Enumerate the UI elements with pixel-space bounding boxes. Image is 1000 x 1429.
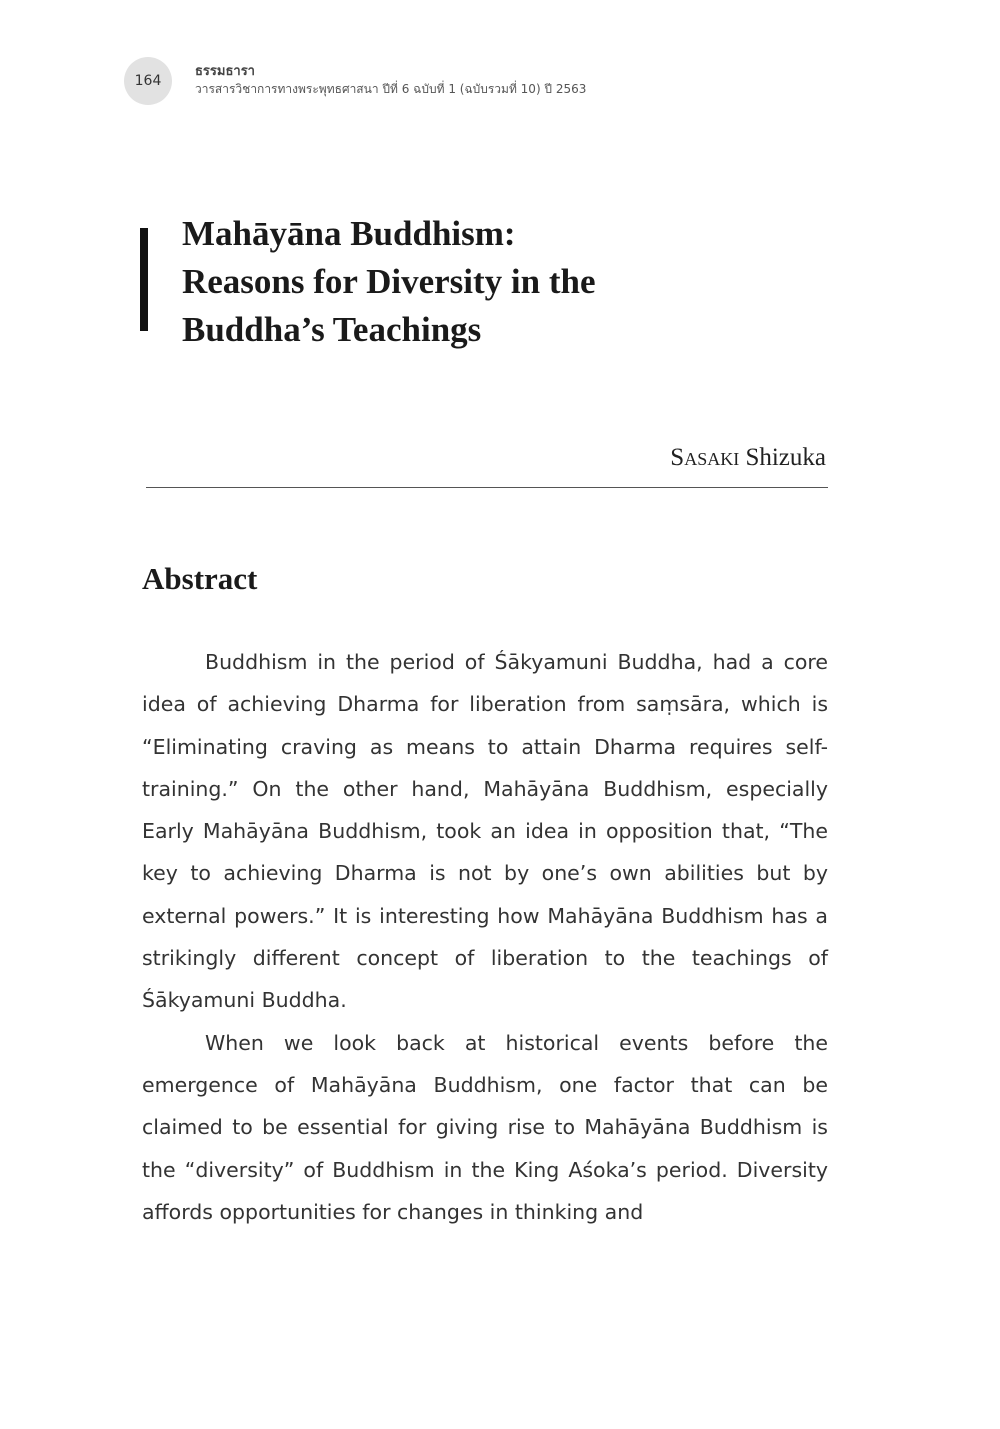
journal-name: ธรรมธารา bbox=[195, 64, 255, 79]
abstract-paragraph: Buddhism in the period of Śākyamuni Buddha, had a core idea of achieving Dharma for liberation from saṃsāra, which is “Eliminating craving as means to attain Dharma requires self-training.” On the other hand, Mahāyāna Buddhism, especially Early Mahāyāna Buddhism, took an idea in opposition that, “The key to achieving Dharma is not by one’s own abilities but by external powers.” It is interesting how Mahāyāna Buddhism has a strikingly different concept of liberation to the teachings of Śākyamuni Buddha. bbox=[142, 650, 828, 1013]
page-number bbox=[124, 57, 172, 105]
journal-subtitle: วารสารวิชาการทางพระพุทธศาสนา ปีที่ 6 ฉบับที่ 1 (ฉบับรวมที่ 10) ปี 2563 bbox=[195, 82, 587, 96]
journal-header bbox=[195, 63, 586, 98]
abstract-body bbox=[142, 641, 828, 1233]
article-title-line: Buddha’s Teachings bbox=[182, 310, 482, 349]
author-family-name: Sasaki bbox=[670, 444, 740, 471]
author-given-name: Shizuka bbox=[745, 444, 826, 471]
title-accent-bar bbox=[140, 228, 148, 331]
abstract-heading: Abstract bbox=[142, 561, 258, 596]
article-title bbox=[182, 210, 822, 354]
author-divider bbox=[146, 487, 828, 488]
page-number-text: 164 bbox=[134, 73, 162, 89]
article-title-line: Mahāyāna Buddhism: bbox=[182, 214, 516, 253]
article-title-line: Reasons for Diversity in the bbox=[182, 262, 596, 301]
author-name bbox=[670, 444, 826, 472]
abstract-paragraph: When we look back at historical events before the emergence of Mahāyāna Buddhism, one factor that can be claimed to be essential for giving rise to Mahāyāna Buddhism is the “diversity” of Buddhism in the King Aśoka’s period. Diversity affords opportunities for changes in thinking and bbox=[142, 1030, 828, 1224]
